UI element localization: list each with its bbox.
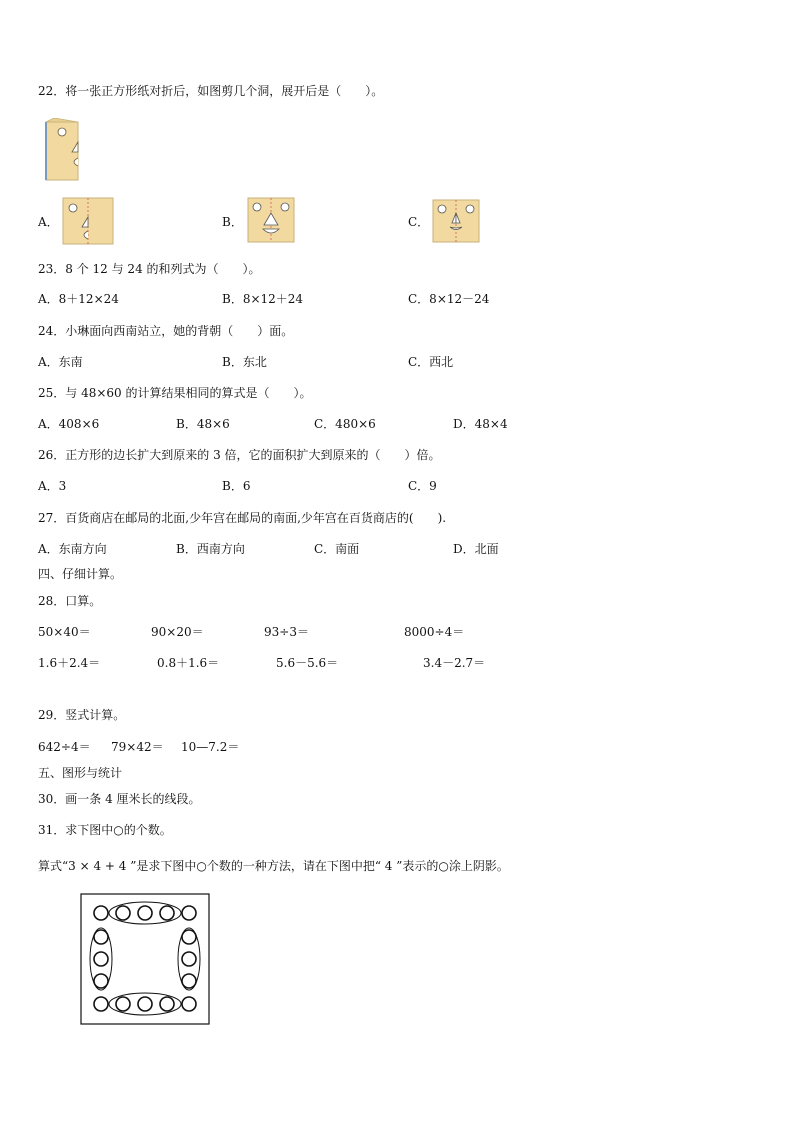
q31-stem: 31．求下图中○的个数。	[38, 823, 172, 837]
section-4-heading: 四、仔细计算。	[38, 567, 123, 581]
vertical-calc-item: 10—7.2＝	[181, 740, 240, 754]
q27-option-c[interactable]: C．南面	[314, 542, 360, 556]
q30-stem: 30．画一条 4 厘米长的线段。	[38, 792, 201, 806]
oral-item: 1.6＋2.4＝	[38, 656, 101, 670]
q27-option-a[interactable]: A．东南方向	[38, 542, 107, 556]
q23-option-b[interactable]: B．8×12＋24	[222, 292, 304, 306]
q22-stem: 22．将一张正方形纸对折后，如图剪几个洞，展开后是（ ）。	[38, 84, 384, 98]
option-c-image	[432, 199, 480, 243]
vertical-calc-item: 642÷4＝	[38, 740, 91, 754]
q26-option-a[interactable]: A．3	[38, 479, 67, 493]
q27-stem: 27．百货商店在邮局的北面,少年宫在邮局的南面,少年宫在百货商店的( ).	[38, 511, 447, 525]
q22-option-a[interactable]: A．	[38, 215, 59, 229]
q27-option-b[interactable]: B．西南方向	[176, 542, 245, 556]
option-a-image	[62, 197, 114, 245]
circle-arrangement-diagram	[80, 893, 212, 1027]
oral-item: 3.4－2.7＝	[423, 656, 486, 670]
oral-item: 5.6－5.6＝	[276, 656, 339, 670]
q23-stem: 23．8 个 12 与 24 的和列式为（ ）。	[38, 262, 261, 276]
oral-item: 8000÷4＝	[404, 625, 465, 639]
q27-option-d[interactable]: D．北面	[453, 542, 499, 556]
section-5-heading: 五、图形与统计	[38, 766, 123, 780]
q22-option-b[interactable]: B．	[222, 215, 243, 229]
q31-hint: 算式“3 × 4 + 4 ”是求下图中○个数的一种方法，请在下图中把“ 4 ”表示的○涂上阴影。	[38, 859, 509, 873]
oral-item: 90×20＝	[151, 625, 204, 639]
q25-option-a[interactable]: A．408×6	[38, 417, 100, 431]
vertical-calc-item: 79×42＝	[111, 740, 164, 754]
q24-option-b[interactable]: B．东北	[222, 355, 267, 369]
q25-option-d[interactable]: D．48×4	[453, 417, 508, 431]
folded-paper-figure	[44, 118, 84, 184]
q23-option-a[interactable]: A．8＋12×24	[38, 292, 119, 306]
q29-stem: 29．竖式计算。	[38, 708, 126, 722]
q22-option-c[interactable]: C．	[408, 215, 430, 229]
q24-option-c[interactable]: C．西北	[408, 355, 454, 369]
q25-option-b[interactable]: B．48×6	[176, 417, 230, 431]
q26-option-b[interactable]: B．6	[222, 479, 251, 493]
q25-stem: 25．与 48×60 的计算结果相同的算式是（ ）。	[38, 386, 312, 400]
q25-option-c[interactable]: C．480×6	[314, 417, 376, 431]
option-b-image	[247, 197, 295, 243]
q28-stem: 28．口算。	[38, 594, 102, 608]
oral-item: 0.8＋1.6＝	[157, 656, 220, 670]
q26-option-c[interactable]: C．9	[408, 479, 437, 493]
oral-item: 93÷3＝	[264, 625, 309, 639]
q24-stem: 24．小琳面向西南站立，她的背朝（ ）面。	[38, 324, 294, 338]
q23-option-c[interactable]: C．8×12－24	[408, 292, 490, 306]
q26-stem: 26．正方形的边长扩大到原来的 3 倍，它的面积扩大到原来的（ ）倍。	[38, 448, 441, 462]
oral-item: 50×40＝	[38, 625, 91, 639]
q24-option-a[interactable]: A．东南	[38, 355, 83, 369]
